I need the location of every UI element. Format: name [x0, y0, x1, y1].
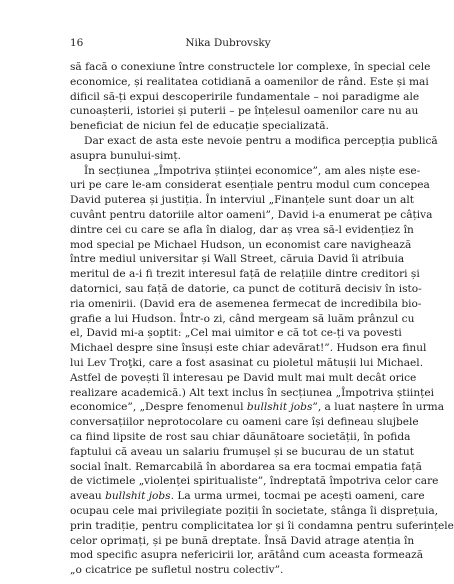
text-line: asupra bunului-simț.: [70, 149, 182, 162]
text-line: faptului că aveau un salariu frumușel și se bucurau de un statut: [70, 445, 414, 458]
text-line: economice”, „Despre fenomenul bullshit jobs”, a luat naștere în urma: [70, 401, 445, 414]
text-line: beneficiat de niciun fel de educație specializată.: [70, 120, 329, 133]
text-line: mod specific asupra nefericirii lor, arătând cum aceasta formează: [70, 549, 424, 562]
text-line: aveau bullshit jobs. La urma urmei, tocmai pe acești oameni, care: [70, 490, 425, 503]
text-line: economice, și realitatea cotidiană a oamenilor de rând. Este și mai: [70, 75, 429, 88]
text-line: Dar exact de asta este nevoie pentru a modifica percepția publică: [84, 134, 438, 147]
page-header: [70, 36, 386, 50]
text-line: În secțiunea „Împotriva științei economice”, am ales niște ese-: [84, 164, 421, 177]
text-line: ca fiind lipsite de rost sau chiar dăunătoare societății, în pofida: [70, 430, 411, 443]
text-line: cuvânt pentru datoriile altor oameni”, David i-a enumerat pe câțiva: [70, 208, 433, 221]
text-line: mod special pe Michael Hudson, un economist care navighează: [70, 238, 412, 251]
text-line: meritul de a-i fi trezit interesul față de relațiile dintre creditori și: [70, 268, 420, 281]
text-line: conversațiilor neprotocolare cu oameni care își defineau slujbele: [70, 416, 419, 429]
text-line: ocupau cele mai privilegiate poziții în societate, stânga îi disprețuia,: [70, 504, 439, 517]
text-line: social înalt. Remarcabilă în abordarea sa era tocmai empatia față: [70, 460, 422, 473]
text-line: Astfel de povești îl interesau pe David mult mai mult decât orice: [70, 371, 417, 384]
text-line: ria omenirii. (David era de asemenea fermecat de incredibila bio-: [70, 297, 422, 310]
text-line: el, David mi-a șoptit: „Cel mai uimitor e că tot ce-ți va povesti: [70, 327, 402, 340]
text-line: să facă o conexiune între constructele lor complexe, în special cele: [70, 61, 431, 73]
text-line: cunoașterii, istoriei și puterii – pe înțelesul oamenilor care nu au: [70, 105, 419, 118]
body-text: [70, 60, 454, 578]
text-line: între mediul universitar și Wall Street, căruia David îi atribuia: [70, 253, 405, 266]
page-number: 16: [70, 37, 84, 49]
text-line: grafie a lui Hudson. Într-o zi, când mergeam să luăm prânzul cu: [70, 312, 415, 325]
text-line: lui Lev Troţki, care a fost asasinat cu pioletul mătușii lui Michael.: [70, 356, 424, 369]
text-line: uri pe care le-am considerat esențiale pentru modul cum concepea: [70, 179, 430, 192]
text-line: „o cicatrice pe sufletul nostru colectiv”.: [70, 564, 284, 577]
text-line: realizare academică.) Alt text inclus în secțiunea „Împotriva științei: [70, 386, 435, 399]
text-line: prin tradiție, pentru complicitatea lor și îi condamna pentru suferințele: [70, 519, 454, 532]
text-line: datornici, sau față de datorie, ca punct de cotitură decisiv în isto-: [70, 282, 422, 295]
text-line: Michael despre sine însuși este chiar adevărat!”. Hudson era finul: [70, 342, 427, 355]
italic-term: bullshit jobs: [105, 490, 171, 503]
text-line: dificil să-ți expui descoperirile fundamentale – noi paradigme ale: [70, 90, 420, 103]
text-line: celor oprimați, și pe bună dreptate. Însă David atrage atenția în: [70, 534, 415, 547]
text-line: dintre cei cu care se afla în dialog, dar aș vrea să-l evidențiez în: [70, 223, 414, 236]
running-head-author: Nika Dubrovsky: [185, 37, 271, 49]
text-line: David puterea și justiția. În interviul „Finanțele sunt doar un alt: [70, 194, 415, 207]
italic-term: bullshit jobs: [246, 401, 313, 414]
text-line: de victimele „violenței spiritualiste”, îndreptată împotriva celor care: [70, 475, 439, 488]
